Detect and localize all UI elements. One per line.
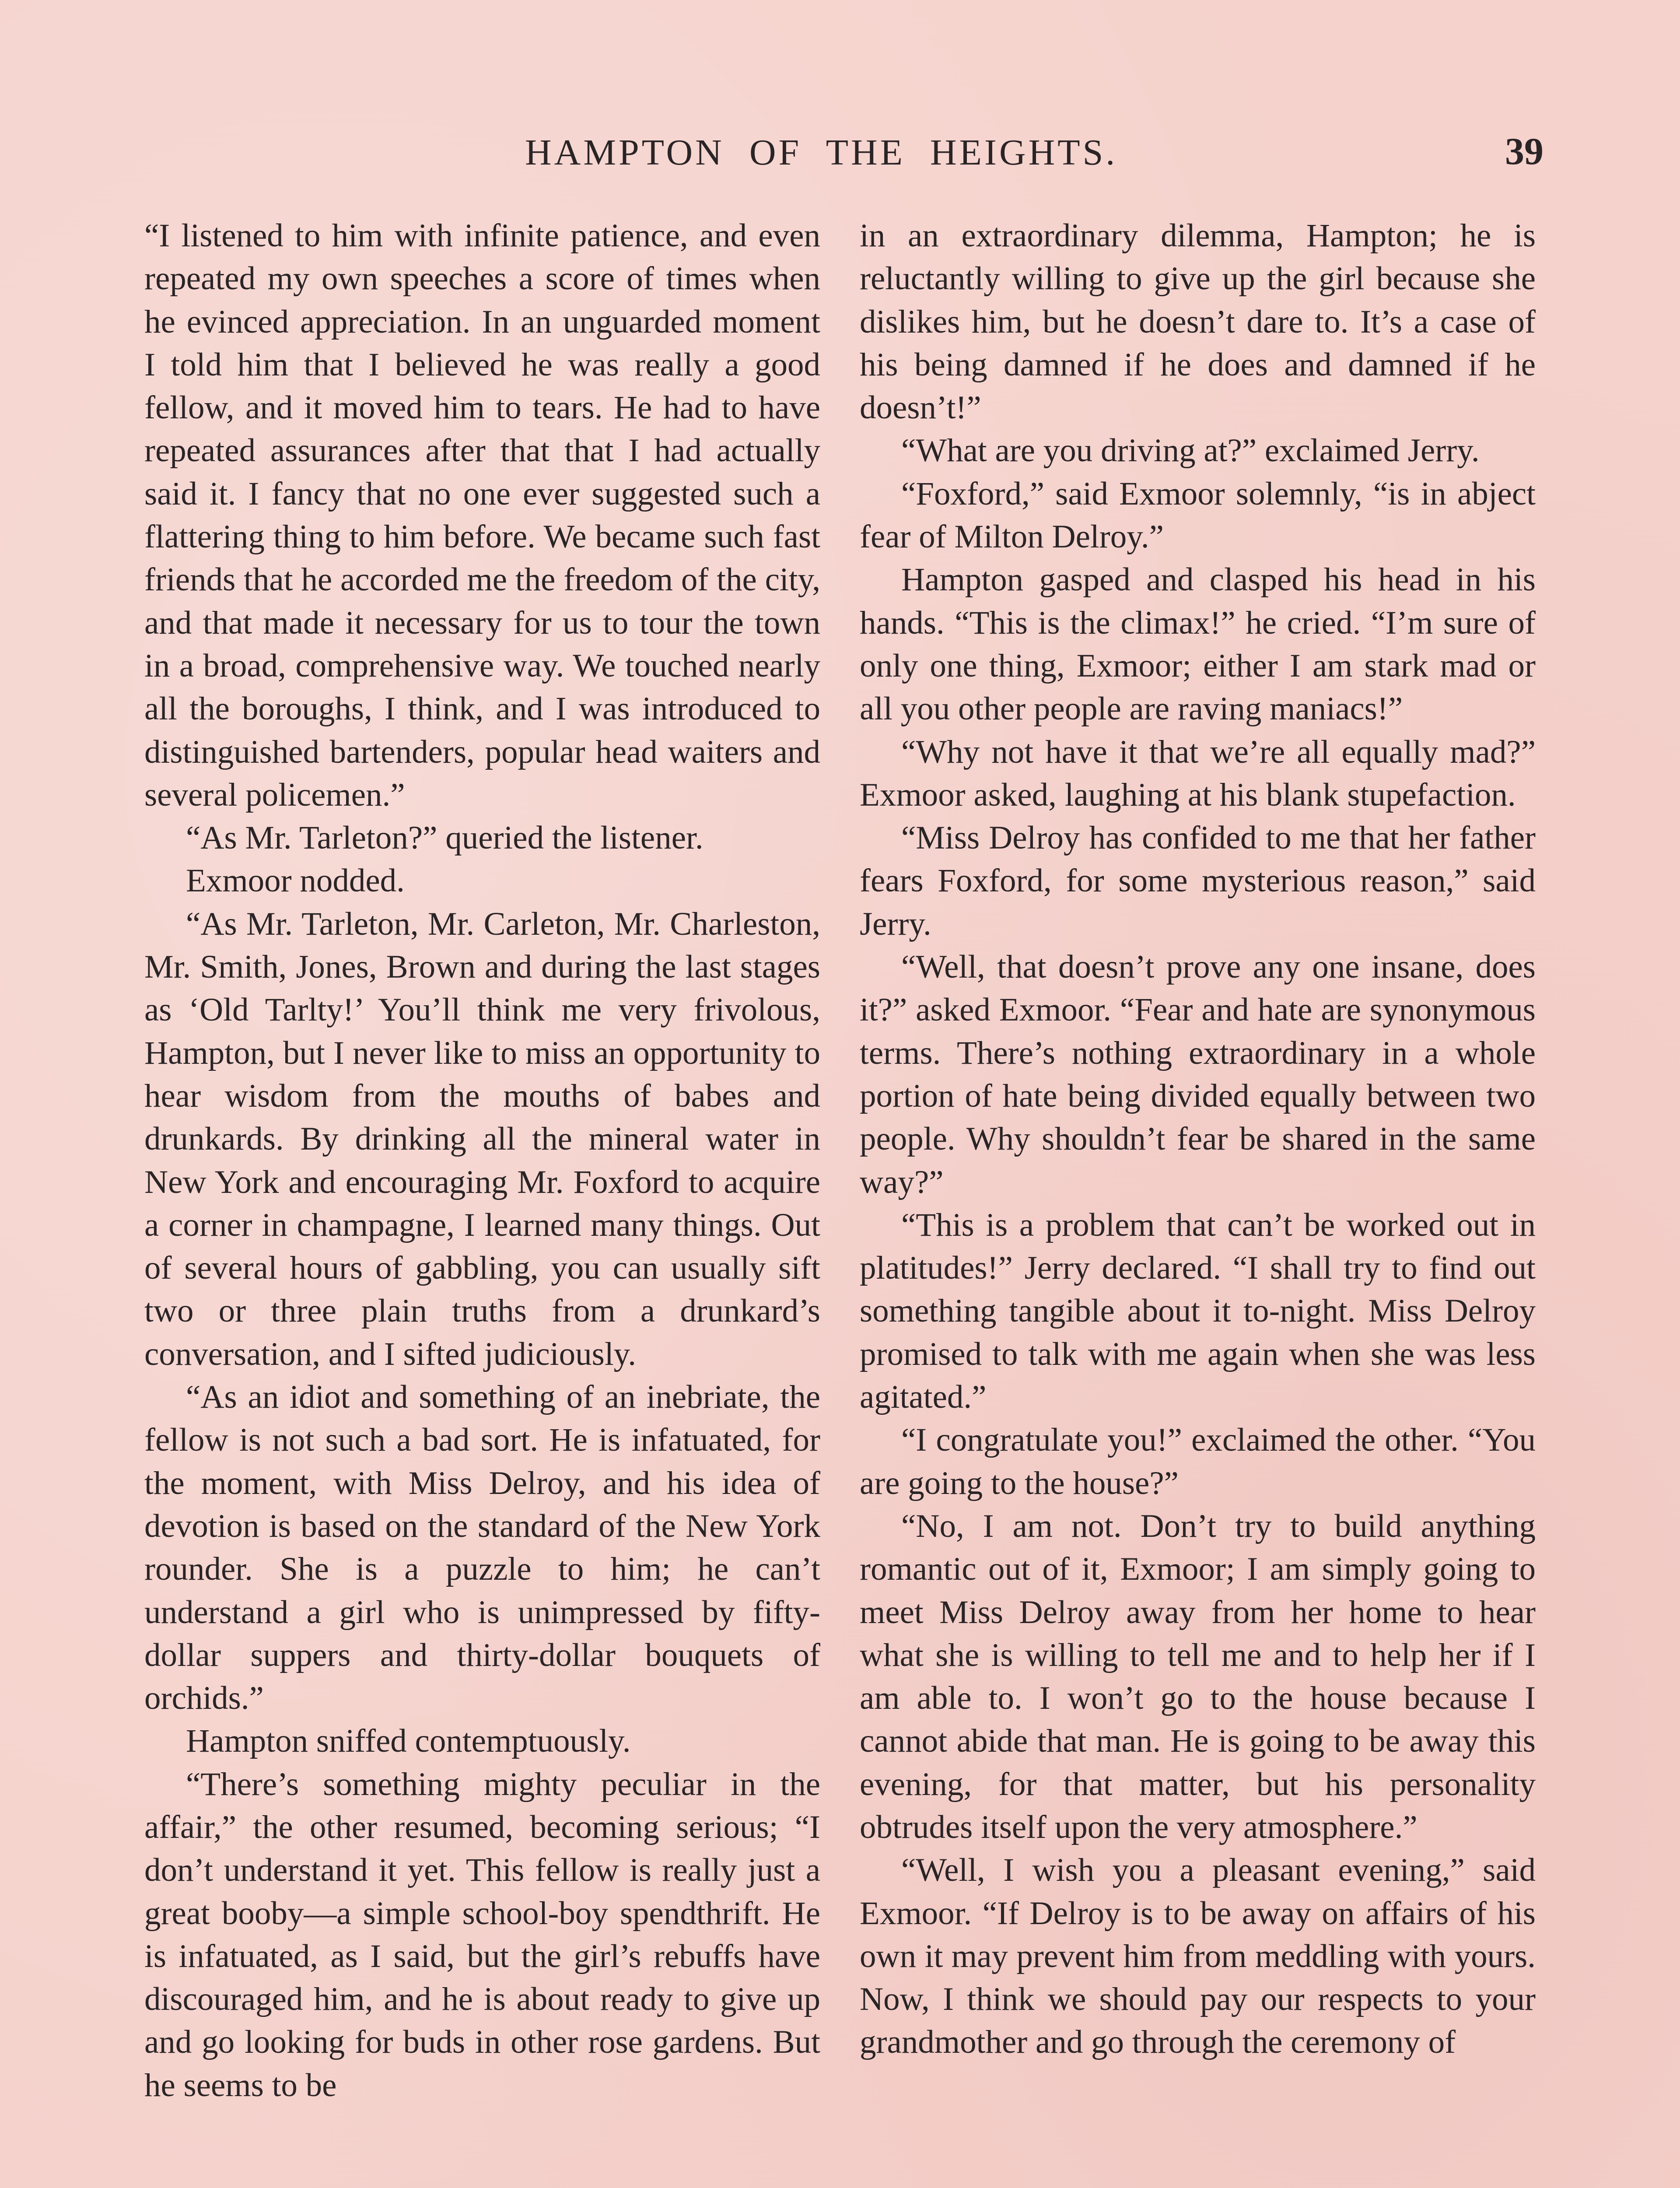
paragraph: “As Mr. Tarleton?” queried the listener.: [186, 820, 704, 856]
paragraph: “There’s something mighty peculiar in the affair,” the other resumed, becoming serious; “I don’t understand it yet. This fellow is really just a great booby—a simple school-boy spendthrift. He is infatuated, as I said, but the girl’s rebuffs have discouraged him, and he is about ready to give up and go looking for buds in other rose gardens. But he seems to be: [144, 1766, 820, 2104]
paragraph: “Why not have it that we’re all equally mad?” Exmoor asked, laughing at his blank stupefaction.: [860, 733, 1536, 813]
paragraph: Hampton sniffed contemptuously.: [186, 1723, 631, 1760]
page-number: 39: [1505, 130, 1544, 173]
paragraph: “As an idiot and something of an inebriate, the fellow is not such a bad sort. He is infatuated, for the moment, with Miss Delroy, and his idea of devotion is based on the standard of the New York rounder. She is a puzzle to him; he can’t understand a girl who is unimpressed by fifty-dollar suppers and thirty-dollar bouquets of orchids.”: [144, 1379, 820, 1717]
running-title: HAMPTON OF THE HEIGHTS.: [525, 132, 1118, 173]
paragraph: in an extraordinary dilemma, Hampton; he is reluctantly willing to give up the girl because she dislikes him, but he doesn’t dare to. It’s a case of his being damned if he does and damned if he doesn’t!”: [860, 217, 1536, 426]
paragraph: Hampton gasped and clasped his head in his hands. “This is the climax!” he cried. “I’m sure of only one thing, Exmoor; either I am stark mad or all you other people are raving maniacs!”: [860, 561, 1536, 727]
paragraph: “This is a problem that can’t be worked out in platitudes!” Jerry declared. “I shall try to find out something tangible about it to-night. Miss Delroy promised to talk with me again when she was less agitated.”: [860, 1206, 1536, 1416]
running-head: [0, 131, 1680, 179]
paragraph: “As Mr. Tarleton, Mr. Carleton, Mr. Charleston, Mr. Smith, Jones, Brown and during the last stages as ‘Old Tarlty!’ You’ll think me very frivolous, Hampton, but I never like to miss an opportunity to hear wisdom from the mouths of babes and drunkards. By drinking all the mineral water in New York and encouraging Mr. Foxford to acquire a corner in champagne, I learned many things. Out of several hours of gabbling, you can usually sift two or three plain truths from a drunkard’s conversation, and I sifted judiciously.: [144, 905, 820, 1372]
paragraph: Exmoor nodded.: [186, 863, 405, 899]
paragraph: “Miss Delroy has confided to me that her father fears Foxford, for some mysterious reason,” said Jerry.: [860, 820, 1536, 942]
paragraph: “Well, that doesn’t prove any one insane, does it?” asked Exmoor. “Fear and hate are synonymous terms. There’s nothing extraordinary in a whole portion of hate being divided equally between two people. Why shouldn’t fear be shared in the same way?”: [860, 949, 1536, 1200]
left-column: [144, 214, 820, 2107]
paragraph: “No, I am not. Don’t try to build anything romantic out of it, Exmoor; I am simply going to meet Miss Delroy away from her home to hear what she is willing to tell me and to help her if I am able to. I won’t go to the house because I cannot abide that man. He is going to be away this evening, for that matter, but his personality obtrudes itself upon the very atmosphere.”: [860, 1508, 1536, 1845]
paragraph: “Foxford,” said Exmoor solemnly, “is in abject fear of Milton Delroy.”: [860, 475, 1536, 555]
paragraph: “I congratulate you!” exclaimed the other. “You are going to the house?”: [860, 1422, 1536, 1501]
paragraph: “Well, I wish you a pleasant evening,” said Exmoor. “If Delroy is to be away on affairs of his own it may prevent him from meddling with yours. Now, I think we should pay our respects to your grandmother and go through the ceremony of: [860, 1852, 1536, 2061]
right-column: [860, 214, 1536, 2064]
paragraph: “What are you driving at?” exclaimed Jerry.: [901, 432, 1480, 469]
paragraph: “I listened to him with infinite patience, and even repeated my own speeches a score of times when he evinced appreciation. In an unguarded moment I told him that I believed he was really a good fellow, and it moved him to tears. He had to have repeated assurances after that that I had actually said it. I fancy that no one ever suggested such a flattering thing to him before. We became such fast friends that he accorded me the freedom of the city, and that made it necessary for us to tour the town in a broad, comprehensive way. We touched nearly all the boroughs, I think, and I was introduced to distinguished bartenders, popular head waiters and several policemen.”: [144, 217, 820, 813]
